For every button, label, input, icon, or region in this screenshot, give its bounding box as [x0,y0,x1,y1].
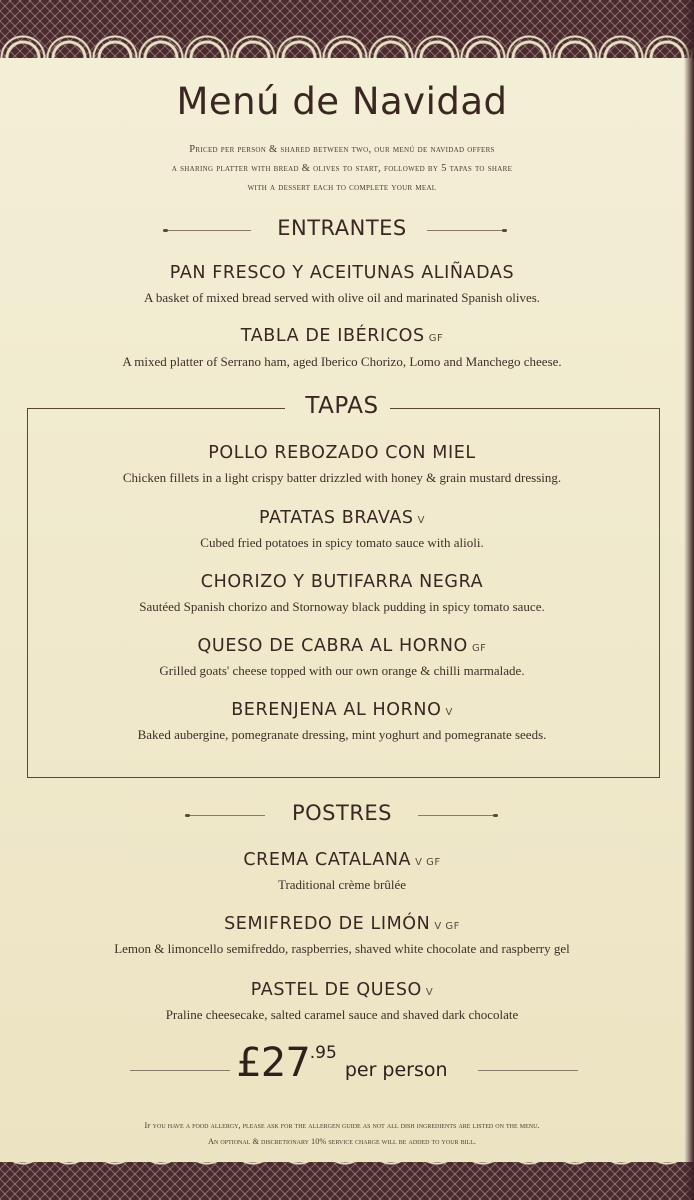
dietary-tag: V GF [415,857,441,868]
menu-item-description: Cubed fried potatoes in spicy tomato sauce with alioli. [200,535,484,550]
heading-flourish [418,815,498,816]
menu-item-description: A basket of mixed bread served with olive oil and marinated Spanish olives. [143,290,541,305]
menu-item-name [0,636,684,656]
allergy-notice [0,1118,684,1150]
menu-item-description: Chicken fillets in a light crispy batter drizzled with honey & grain mustard dressing. [122,470,562,485]
dietary-tag: V [425,987,434,998]
price-unit: per person [344,1059,448,1081]
menu-intro [0,140,684,197]
decorative-top-border [0,0,694,58]
item-name-text: PATATAS BRAVAS [259,508,414,528]
heading-flourish-dot [493,814,498,817]
item-name-text: SEMIFREDO DE LIMÓN [224,914,431,934]
menu-item-description: Praline cheesecake, salted caramel sauce and shaved dark chocolate [165,1007,519,1022]
menu-item-name [0,326,684,346]
item-name-text: BERENJENA AL HORNO [231,700,442,720]
menu-item-description: Baked aubergine, pomegranate dressing, mint yoghurt and pomegranate seeds. [137,727,547,742]
item-name-text: QUESO DE CABRA AL HORNO [197,636,468,656]
menu-item-description: A mixed platter of Serrano ham, aged Iberico Chorizo, Lomo and Manchego cheese. [122,354,562,369]
item-name-text: TABLA DE IBÉRICOS [240,326,425,346]
menu-item-name [0,443,684,463]
item-name-text: PAN FRESCO Y ACEITUNAS ALIÑADAS [169,263,515,283]
menu-item-name [0,700,684,720]
menu-item-description: Sautéed Spanish chorizo and Stornoway black pudding in spicy tomato sauce. [139,599,545,614]
intro-line: Priced per person & shared between two, our menú de navidad offers [189,144,495,155]
menu-item-name [0,572,684,592]
menu-item-name [0,263,684,283]
section-title: ENTRANTES [277,216,407,240]
dietary-tag: GF [428,333,444,344]
item-name-text: CREMA CATALANA [243,850,412,870]
price-amount: £27 [236,1040,310,1086]
tapas-frame [27,408,660,778]
dietary-tag: V GF [434,921,460,932]
decorative-bottom-border [0,1162,694,1200]
item-name-text: PASTEL DE QUESO [250,980,422,1000]
menu-edge-shadow [684,0,694,1200]
menu-item-name [0,914,684,934]
heading-flourish-dot [502,229,507,232]
menu-title: Menú de Navidad [176,80,508,123]
section-title: TAPAS [305,393,379,419]
heading-flourish [427,230,507,231]
menu-item-description: Lemon & limoncello semifreddo, raspberries, shaved white chocolate and raspberry gel [114,941,570,956]
section-heading-tapas [0,393,684,423]
footer-line: An optional & discretionary 10% service charge will be added to your bill. [207,1137,477,1146]
menu-item-description: Traditional crème brûlée [277,877,407,892]
item-name-text: CHORIZO Y BUTIFARRA NEGRA [200,572,484,592]
dietary-tag: GF [471,643,487,654]
menu-item-name [0,508,684,528]
menu-item-name [0,980,684,1000]
menu-item-name [0,850,684,870]
menu-item-description: Grilled goats' cheese topped with our own orange & chilli marmalade. [159,663,525,678]
intro-line: with a dessert each to complete your meal [247,182,437,193]
dietary-tag: V [445,707,453,718]
footer-line: If you have a food allergy, please ask for the allergen guide as not all dish ingredients are listed on the menu. [144,1121,540,1130]
section-title: POSTRES [291,801,393,825]
dietary-tag: V [417,515,425,526]
price-pence: .95 [309,1043,337,1063]
intro-line: a sharing platter with bread & olives to start, followed by 5 tapas to share [171,163,513,174]
section-heading-entrantes [0,216,684,246]
section-heading-postres [0,801,684,831]
price [0,1040,684,1086]
item-name-text: POLLO REBOZADO CON MIEL [208,443,476,463]
